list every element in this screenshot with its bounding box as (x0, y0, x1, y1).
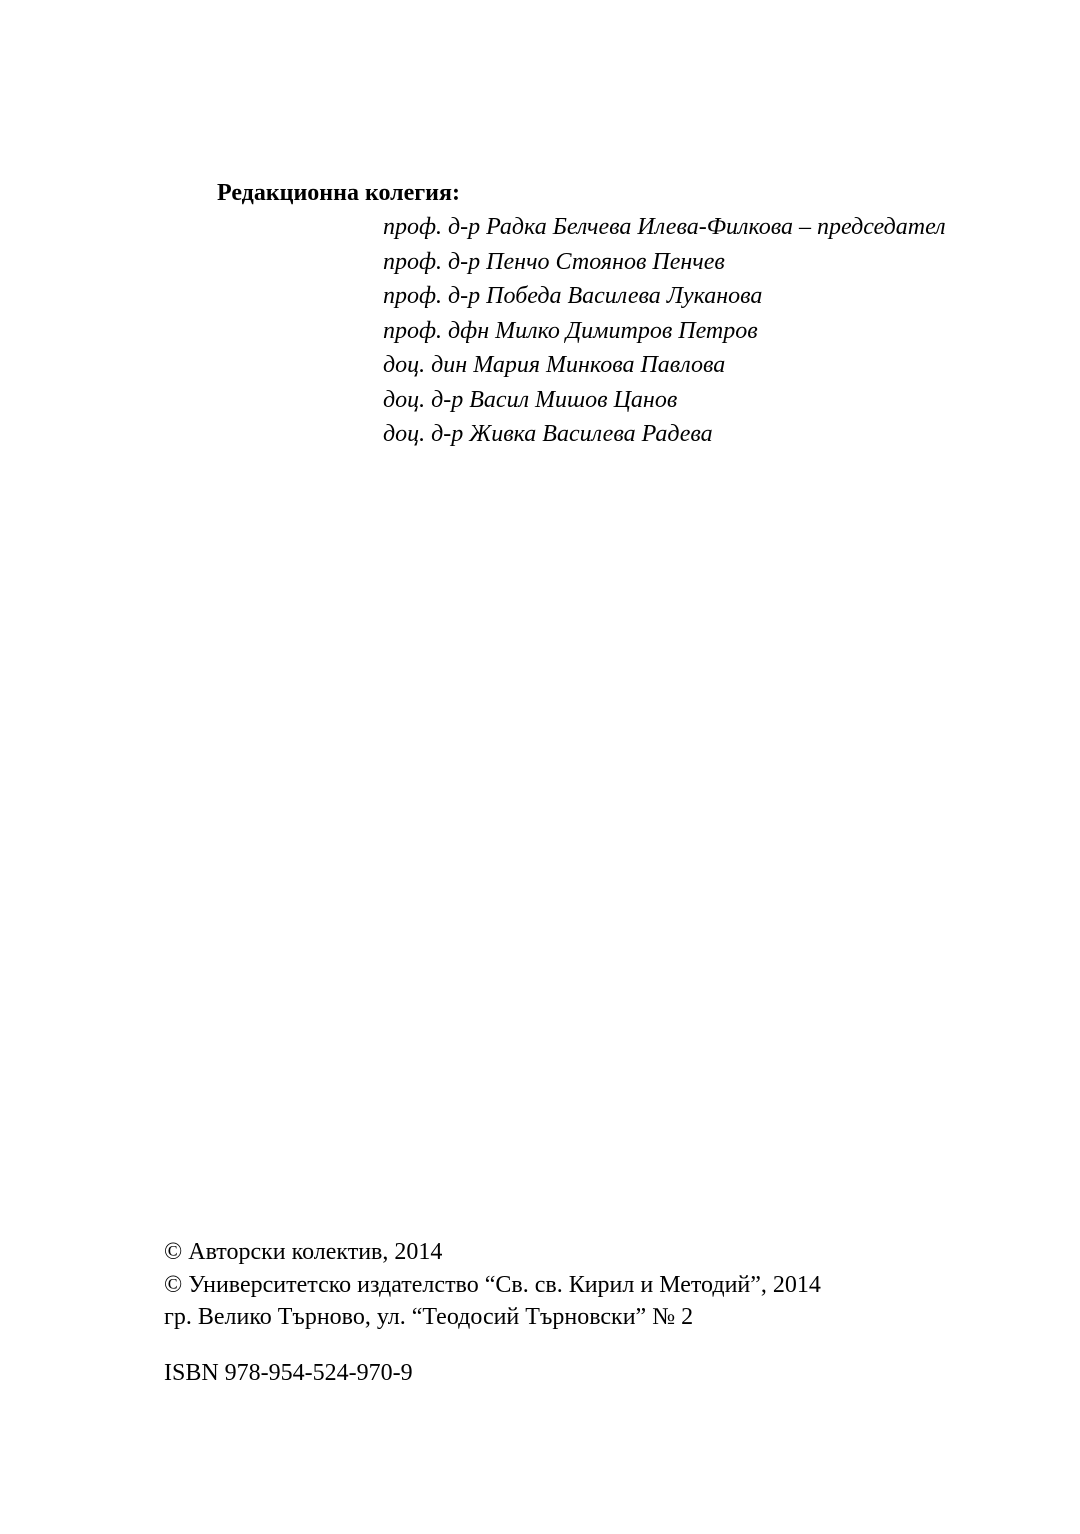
board-member-chair: проф. д-р Радка Белчева Илева-Филкова – председател (383, 214, 946, 240)
board-member: проф. дфн Милко Димитров Петров (383, 317, 758, 344)
copyright-authors: © Авторски колектив, 2014 (164, 1239, 443, 1265)
publisher-address: гр. Велико Търново, ул. “Теодосий Търновски” № 2 (164, 1304, 694, 1330)
board-member: проф. д-р Пенчо Стоянов Пенчев (383, 248, 725, 275)
editorial-board-heading: Редакционна колегия: (217, 180, 460, 206)
copyright-imprint (164, 1236, 821, 1334)
board-member: доц. дин Мария Минкова Павлова (383, 352, 726, 378)
isbn-number: ISBN 978-954-524-970-9 (164, 1360, 413, 1386)
board-member: доц. д-р Васил Мишов Цанов (383, 386, 678, 413)
board-member: доц. д-р Живка Василева Радева (383, 421, 713, 447)
board-member: проф. д-р Победа Василева Луканова (383, 283, 763, 309)
copyright-publisher: © Университетско издателство “Св. св. Кирил и Методий”, 2014 (164, 1271, 821, 1298)
editorial-board-list (383, 210, 946, 452)
